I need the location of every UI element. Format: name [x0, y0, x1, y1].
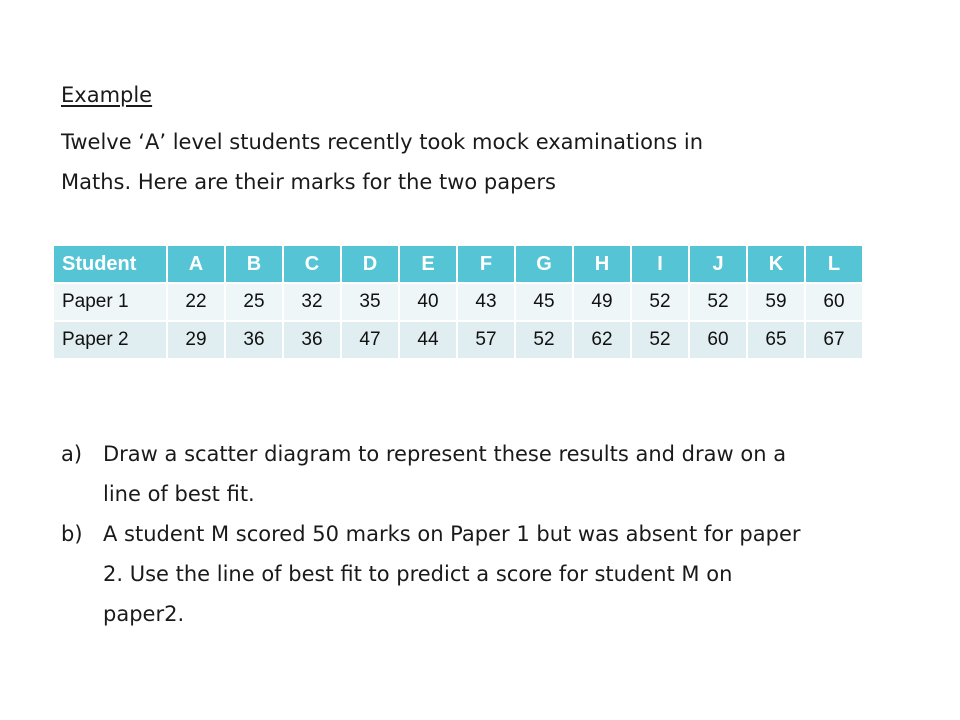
intro-line-2: Maths. Here are their marks for the two papers [61, 170, 556, 194]
paper-1-score: 32 [284, 284, 342, 322]
paper-1-score: 35 [342, 284, 400, 322]
question-a-line: Draw a scatter diagram to represent these results and draw on a [103, 442, 787, 466]
paper-1-score: 45 [516, 284, 574, 322]
question-b-line: paper2. [103, 602, 185, 626]
example-heading: Example [61, 83, 153, 107]
header-student-e: E [400, 246, 458, 284]
question-a-text [103, 434, 921, 514]
header-student-label: Student [54, 246, 168, 284]
paper-2-score: 44 [400, 322, 458, 360]
question-a-line: line of best fit. [103, 482, 255, 506]
marks-table [54, 246, 864, 360]
paper-1-score: 22 [168, 284, 226, 322]
paper-1-score: 25 [226, 284, 284, 322]
question-a-label: a) [61, 442, 83, 466]
paper-2-score: 52 [516, 322, 574, 360]
header-student-k: K [748, 246, 806, 284]
header-student-a: A [168, 246, 226, 284]
paper-2-score: 36 [226, 322, 284, 360]
paper-2-score: 57 [458, 322, 516, 360]
header-student-h: H [574, 246, 632, 284]
question-a [61, 434, 921, 514]
question-b-line: A student M scored 50 marks on Paper 1 but was absent for paper [103, 522, 801, 546]
paper-2-score: 52 [632, 322, 690, 360]
table-row-paper-2 [54, 322, 864, 360]
header-student-l: L [806, 246, 864, 284]
question-b-text [103, 514, 921, 634]
header-student-i: I [632, 246, 690, 284]
row-label-paper-1: Paper 1 [54, 284, 168, 322]
question-list [61, 434, 921, 634]
header-student-c: C [284, 246, 342, 284]
row-label-paper-2: Paper 2 [54, 322, 168, 360]
paper-2-score: 65 [748, 322, 806, 360]
paper-2-score: 67 [806, 322, 864, 360]
header-student-g: G [516, 246, 574, 284]
header-student-d: D [342, 246, 400, 284]
paper-1-score: 40 [400, 284, 458, 322]
paper-1-score: 52 [632, 284, 690, 322]
table-row-paper-1 [54, 284, 864, 322]
table-header-row [54, 246, 864, 284]
question-b [61, 514, 921, 634]
paper-2-score: 60 [690, 322, 748, 360]
paper-2-score: 36 [284, 322, 342, 360]
paper-2-score: 62 [574, 322, 632, 360]
header-student-f: F [458, 246, 516, 284]
paper-2-score: 29 [168, 322, 226, 360]
paper-1-score: 60 [806, 284, 864, 322]
paper-1-score: 59 [748, 284, 806, 322]
intro-paragraph [61, 122, 921, 202]
intro-line-1: Twelve ‘A’ level students recently took mock examinations in [61, 130, 703, 154]
paper-1-score: 52 [690, 284, 748, 322]
paper-1-score: 43 [458, 284, 516, 322]
header-student-j: J [690, 246, 748, 284]
header-student-b: B [226, 246, 284, 284]
question-b-line: 2. Use the line of best fit to predict a score for student M on [103, 562, 733, 586]
paper-2-score: 47 [342, 322, 400, 360]
question-b-label: b) [61, 522, 83, 546]
paper-1-score: 49 [574, 284, 632, 322]
